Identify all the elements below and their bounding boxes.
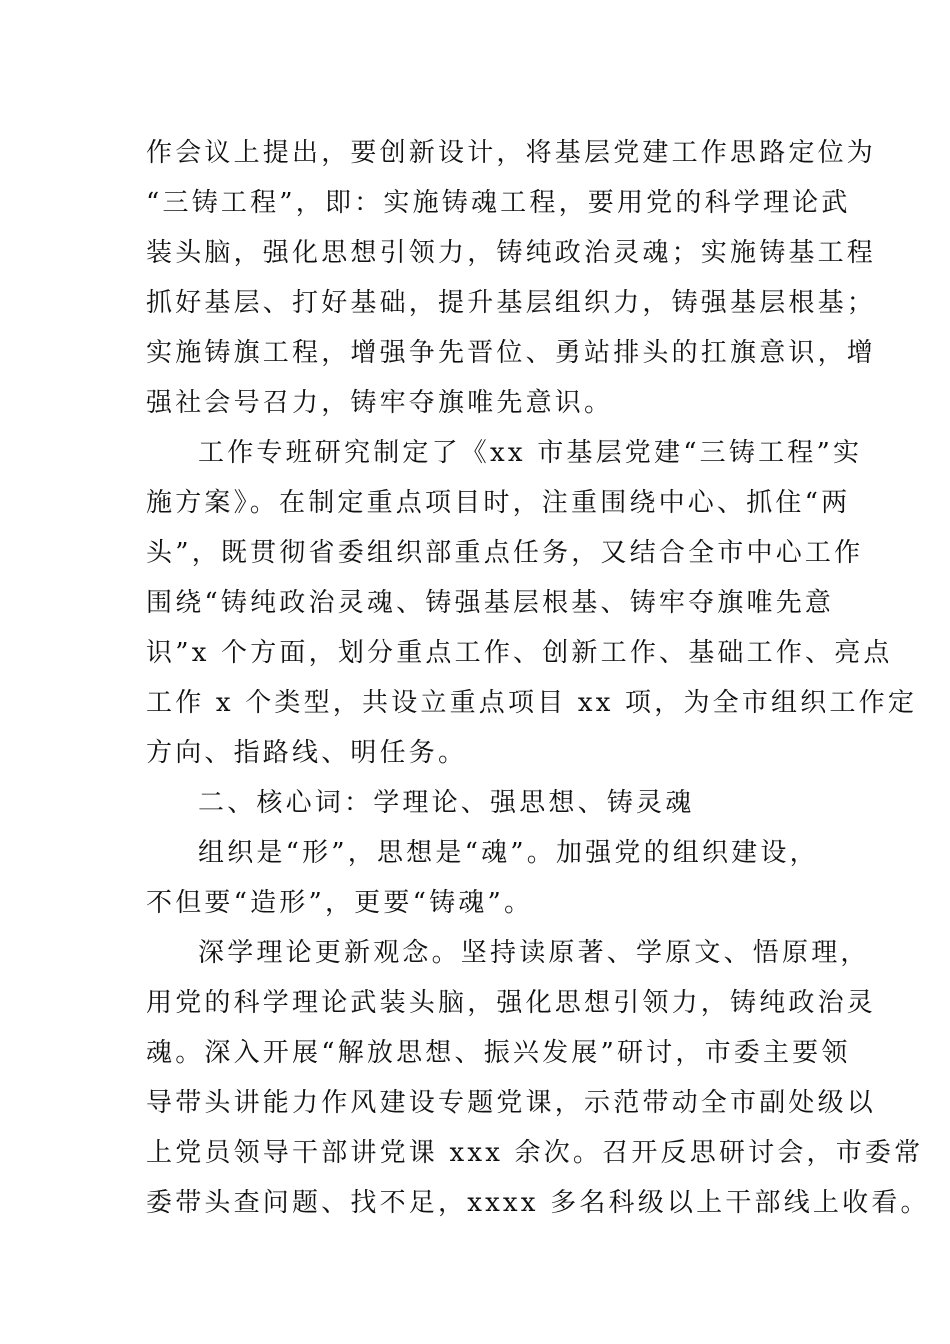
paragraph [146,928,930,1228]
text-line: 围绕“铸纯政治灵魂、铸强基层根基、铸牢夺旗唯先意 [146,588,835,618]
text-line: 上党员领导干部讲党课 xxx 余次。召开反思研讨会，市委常 [146,1138,924,1168]
heading-text: 二、核心词：学理论、强思想、铸灵魂 [198,788,695,818]
text-line: 强社会号召力，铸牢夺旗唯先意识。 [146,388,614,418]
paragraph [146,128,877,428]
text-line: 用党的科学理论武装头脑，强化思想引领力，铸纯政治灵 [146,988,877,1018]
text-line: 实施铸旗工程，增强争先晋位、勇站排头的扛旗意识，增 [146,338,877,368]
text-line: 方向、指路线、明任务。 [146,738,468,768]
text-line: 工作 x 个类型，共设立重点项目 xx 项，为全市组织工作定 [146,688,918,718]
text-line: 工作专班研究制定了《xx 市基层党建“三铸工程”实 [198,438,863,468]
text-line: 委带头查问题、找不足，xxxx 多名科级以上干部线上收看。 [146,1188,930,1218]
section-heading [146,778,836,828]
text-line: 导带头讲能力作风建设专题党课，示范带动全市副处级以 [146,1088,877,1118]
text-line: 不但要“造形”，更要“铸魂”。 [146,888,534,918]
paragraph [146,828,836,928]
text-line: 作会议上提出，要创新设计，将基层党建工作思路定位为 [146,138,877,168]
text-line: 施方案》。在制定重点项目时，注重围绕中心、抓住“两 [146,488,851,518]
paragraph [146,428,918,778]
text-line: 头”，既贯彻省委组织部重点任务，又结合全市中心工作 [146,538,864,568]
text-line: 魂。深入开展“解放思想、振兴发展”研讨，市委主要领 [146,1038,851,1068]
text-line: “三铸工程”，即：实施铸魂工程，要用党的科学理论武 [146,188,851,218]
document-body [146,128,930,1228]
text-line: 装头脑，强化思想引领力，铸纯政治灵魂；实施铸基工程 [146,238,877,268]
text-line: 识”x 个方面，划分重点工作、创新工作、基础工作、亮点 [146,638,893,668]
text-line: 组织是“形”，思想是“魂”。加强党的组织建设， [198,838,819,868]
text-line: 抓好基层、打好基础，提升基层组织力，铸强基层根基； [146,288,877,318]
text-line: 深学理论更新观念。坚持读原著、学原文、悟原理， [198,938,870,968]
